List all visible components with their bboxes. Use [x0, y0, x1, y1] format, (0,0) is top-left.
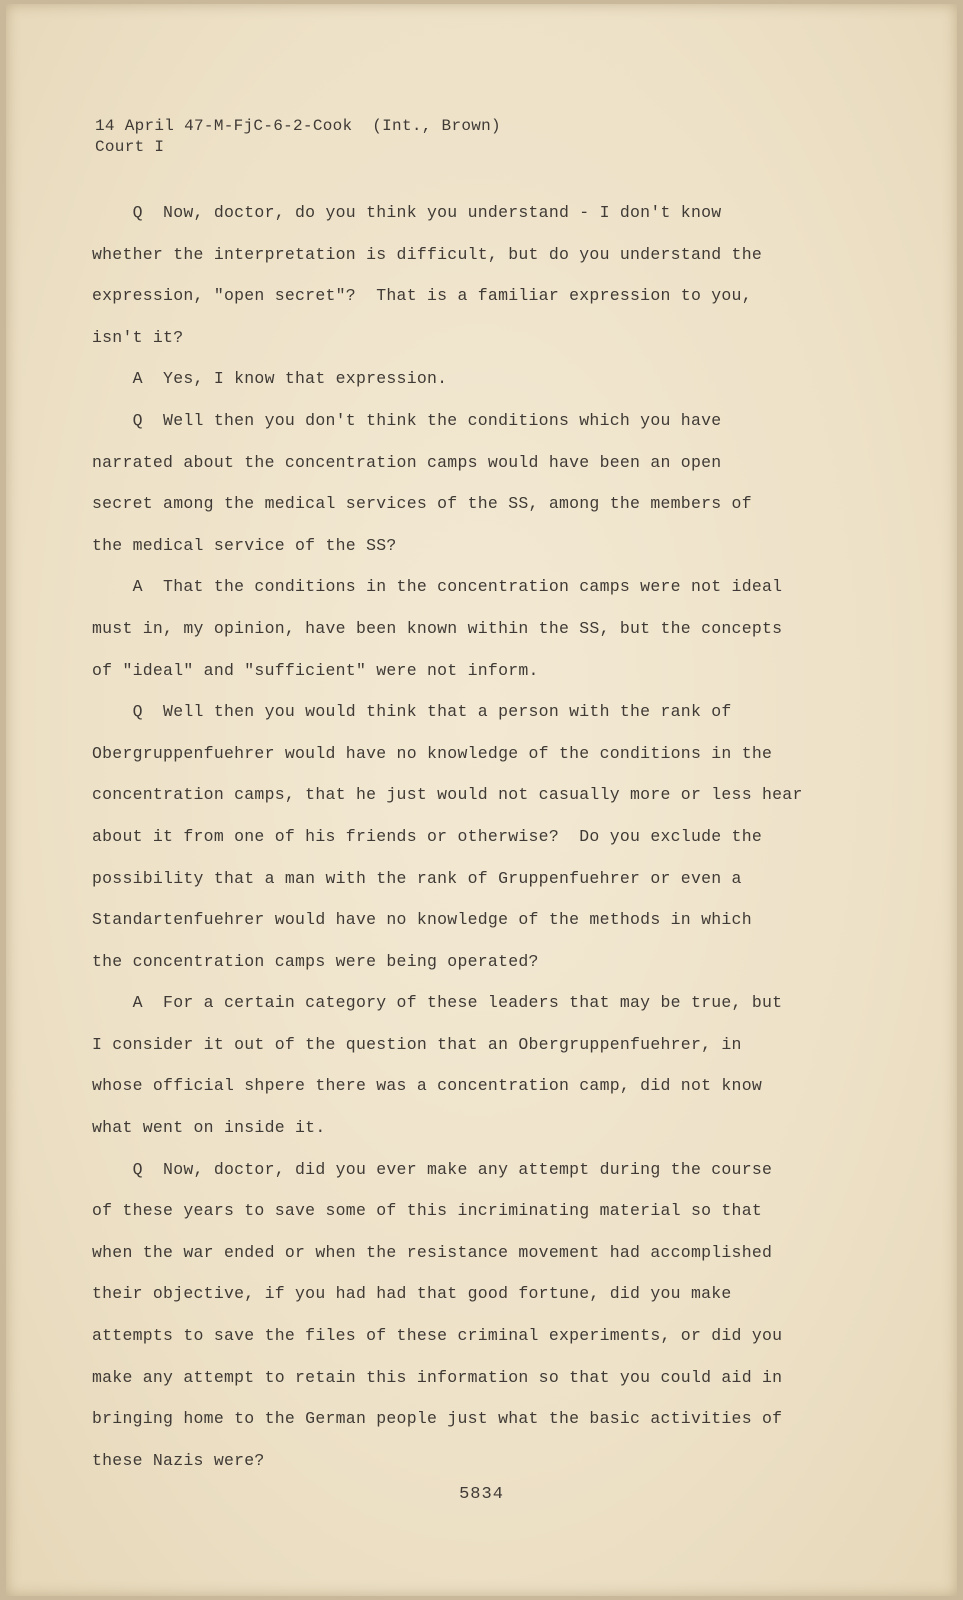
page-number: 5834 [459, 1485, 504, 1504]
transcript-line: Q Now, doctor, do you think you understand - I don't know [92, 203, 722, 222]
transcript-line: make any attempt to retain this information so that you could aid in [92, 1367, 783, 1387]
transcript-line: bringing home to the German people just what the basic activities of [92, 1409, 783, 1429]
transcript-line: I consider it out of the question that an Obergruppenfuehrer, in [92, 1034, 742, 1054]
transcript-line: isn't it? [92, 327, 184, 347]
header-court-line: Court I [95, 138, 165, 156]
transcript-line: concentration camps, that he just would not casually more or less hear [92, 785, 803, 805]
transcript-line: Obergruppenfuehrer would have no knowledge of the conditions in the [92, 743, 773, 763]
document-page [6, 4, 957, 1596]
transcript-line: the medical service of the SS? [92, 535, 397, 555]
transcript-line: their objective, if you had had that good fortune, did you make [92, 1284, 732, 1304]
transcript-body [92, 192, 922, 1481]
transcript-line: Q Now, doctor, did you ever make any attempt during the course [92, 1159, 773, 1179]
transcript-line: attempts to save the files of these criminal experiments, or did you [92, 1326, 783, 1346]
transcript-line: of "ideal" and "sufficient" were not inform. [92, 660, 539, 680]
transcript-line: must in, my opinion, have been known within the SS, but the concepts [92, 618, 783, 638]
transcript-line: Q Well then you don't think the conditions which you have [92, 410, 722, 430]
transcript-line: A Yes, I know that expression. [92, 369, 448, 389]
transcript-line: when the war ended or when the resistance movement had accomplished [92, 1242, 773, 1262]
header-session-line: 14 April 47-M-FjC-6-2-Cook (Int., Brown) [95, 117, 501, 135]
transcript-line: of these years to save some of this incriminating material so that [92, 1201, 763, 1221]
transcript-line: the concentration camps were being operated? [92, 951, 539, 971]
transcript-line: A For a certain category of these leaders that may be true, but [92, 993, 783, 1013]
transcript-line: Standartenfuehrer would have no knowledge of the methods in which [92, 910, 752, 930]
transcript-line: what went on inside it. [92, 1118, 326, 1138]
transcript-line: secret among the medical services of the SS, among the members of [92, 494, 752, 514]
transcript-line: possibility that a man with the rank of Gruppenfuehrer or even a [92, 868, 742, 888]
transcript-line: these Nazis were? [92, 1450, 265, 1470]
transcript-line: narrated about the concentration camps would have been an open [92, 452, 722, 472]
transcript-line: whether the interpretation is difficult, but do you understand the [92, 244, 763, 264]
transcript-line: about it from one of his friends or otherwise? Do you exclude the [92, 826, 763, 846]
transcript-line: A That the conditions in the concentration camps were not ideal [92, 577, 783, 597]
transcript-line: whose official shpere there was a concentration camp, did not know [92, 1076, 763, 1096]
transcript-line: Q Well then you would think that a person with the rank of [92, 702, 732, 722]
transcript-line: expression, "open secret"? That is a familiar expression to you, [92, 286, 752, 306]
document-header [95, 116, 501, 158]
